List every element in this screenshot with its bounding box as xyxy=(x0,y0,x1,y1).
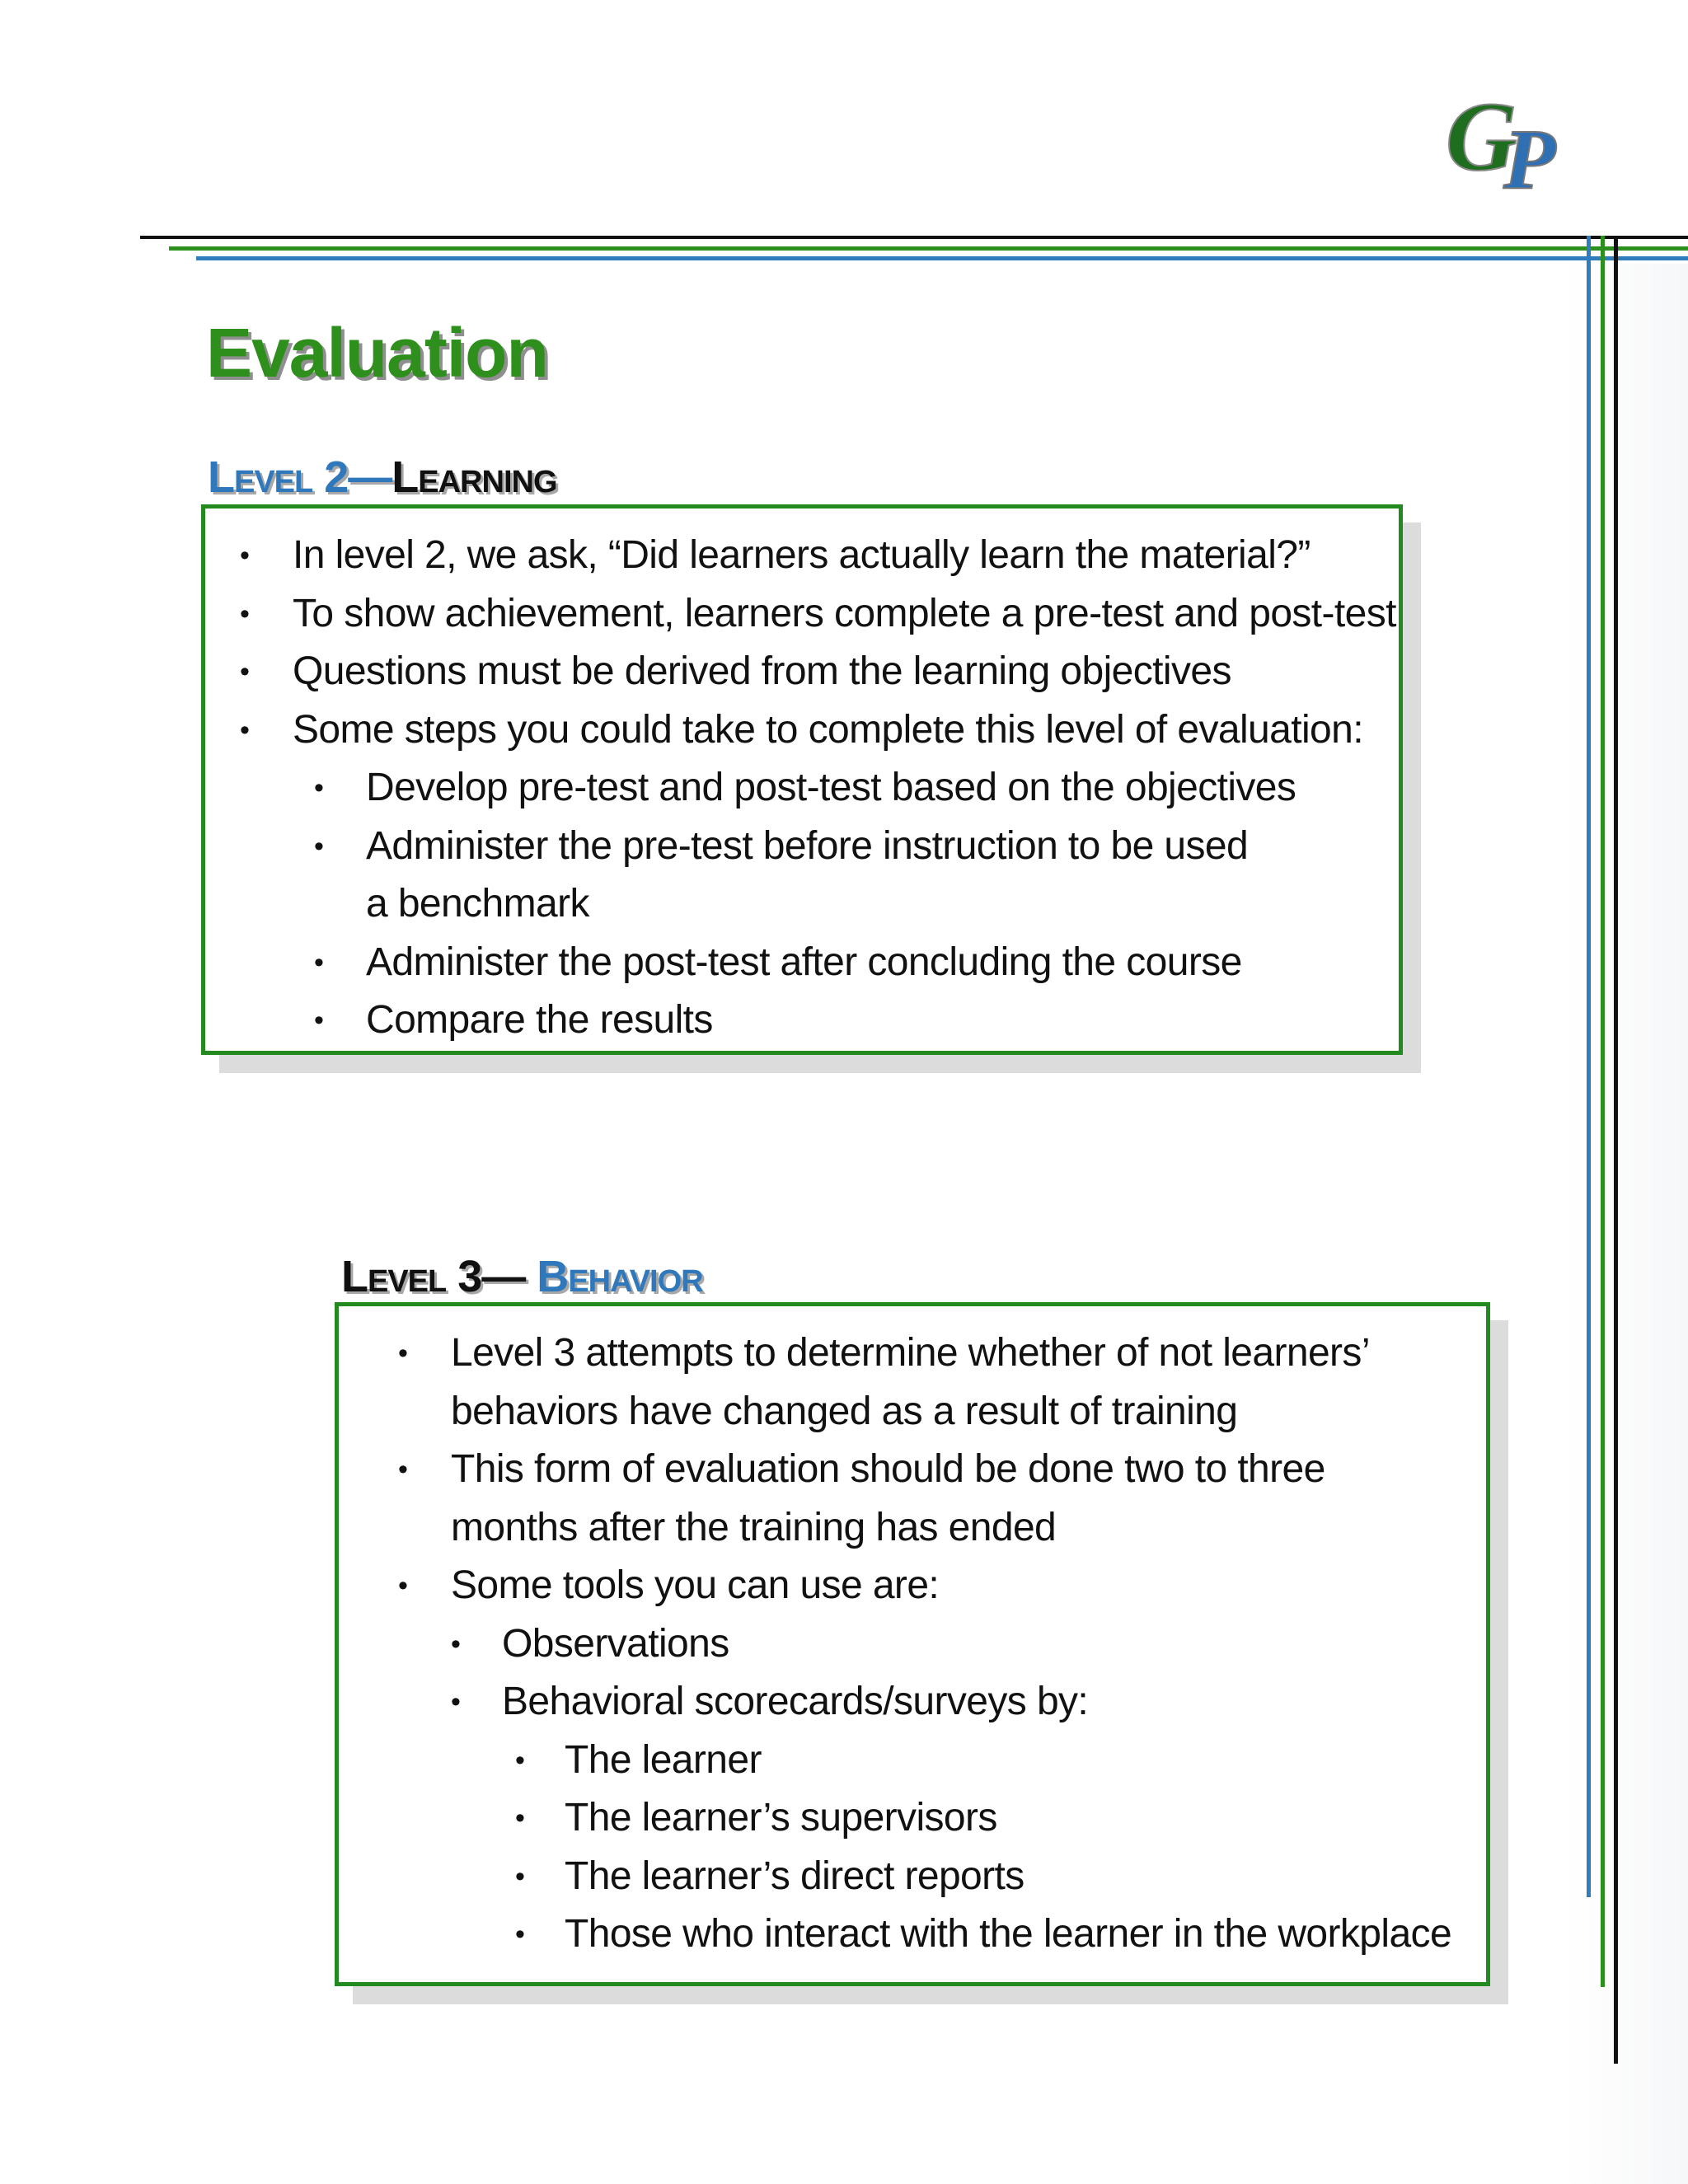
level3-heading-suffix: Behavior xyxy=(537,1252,703,1301)
list-item: • Administer the pre-test before instruction to be used a benchmark xyxy=(205,818,1256,934)
top-rule-green xyxy=(169,246,1688,251)
side-rule-black xyxy=(1614,236,1618,2064)
list-item: • Some steps you could take to complete this level of evaluation: xyxy=(205,701,1399,760)
svg-text:P: P xyxy=(1503,112,1556,207)
list-item: • Behavioral scorecards/surveys by: xyxy=(339,1673,1486,1732)
level3-box xyxy=(335,1302,1490,1986)
list-item: • The learner’s direct reports xyxy=(339,1848,1486,1906)
list-item: • The learner’s supervisors xyxy=(339,1789,1486,1848)
level2-list xyxy=(205,527,1399,1050)
level2-heading-prefix: Level 2— xyxy=(208,452,392,502)
page-side-shading xyxy=(1566,264,1688,2184)
list-item: • To show achievement, learners complete a pre-test and post-test xyxy=(205,585,1399,644)
gp-logo-mark xyxy=(1432,64,1597,229)
list-item: • Compare the results xyxy=(205,991,1399,1050)
level3-list xyxy=(339,1324,1486,1964)
level2-heading-suffix: Learning xyxy=(392,452,557,502)
level2-heading xyxy=(208,452,557,503)
list-item: • Administer the post-test after concluding the course xyxy=(205,934,1399,992)
list-item: • Questions must be derived from the learning objectives xyxy=(205,643,1399,701)
top-rule-blue xyxy=(196,256,1688,260)
level3-heading-prefix: Level 3— xyxy=(341,1252,537,1301)
list-item: • Level 3 attempts to determine whether of not learners’ behaviors have changed as a result of training xyxy=(339,1324,1407,1441)
svg-text:G: G xyxy=(1446,82,1517,191)
top-rule-black xyxy=(140,236,1688,239)
list-item: • In level 2, we ask, “Did learners actually learn the material?” xyxy=(205,527,1399,585)
list-item: • Observations xyxy=(339,1615,1486,1674)
list-item: • This form of evaluation should be done two to three months after the training has ended xyxy=(339,1441,1407,1557)
side-rule-green xyxy=(1601,236,1605,1987)
side-rule-blue xyxy=(1587,236,1591,1897)
level3-heading xyxy=(341,1251,703,1302)
list-item: • Those who interact with the learner in the workplace xyxy=(339,1905,1486,1964)
level2-box xyxy=(201,504,1403,1055)
list-item: • The learner xyxy=(339,1732,1486,1790)
page-title: Evaluation xyxy=(206,314,548,391)
list-item: • Some tools you can use are: xyxy=(339,1557,1486,1615)
gp-logo xyxy=(1432,64,1597,229)
list-item: • Develop pre-test and post-test based on the objectives xyxy=(205,759,1399,818)
